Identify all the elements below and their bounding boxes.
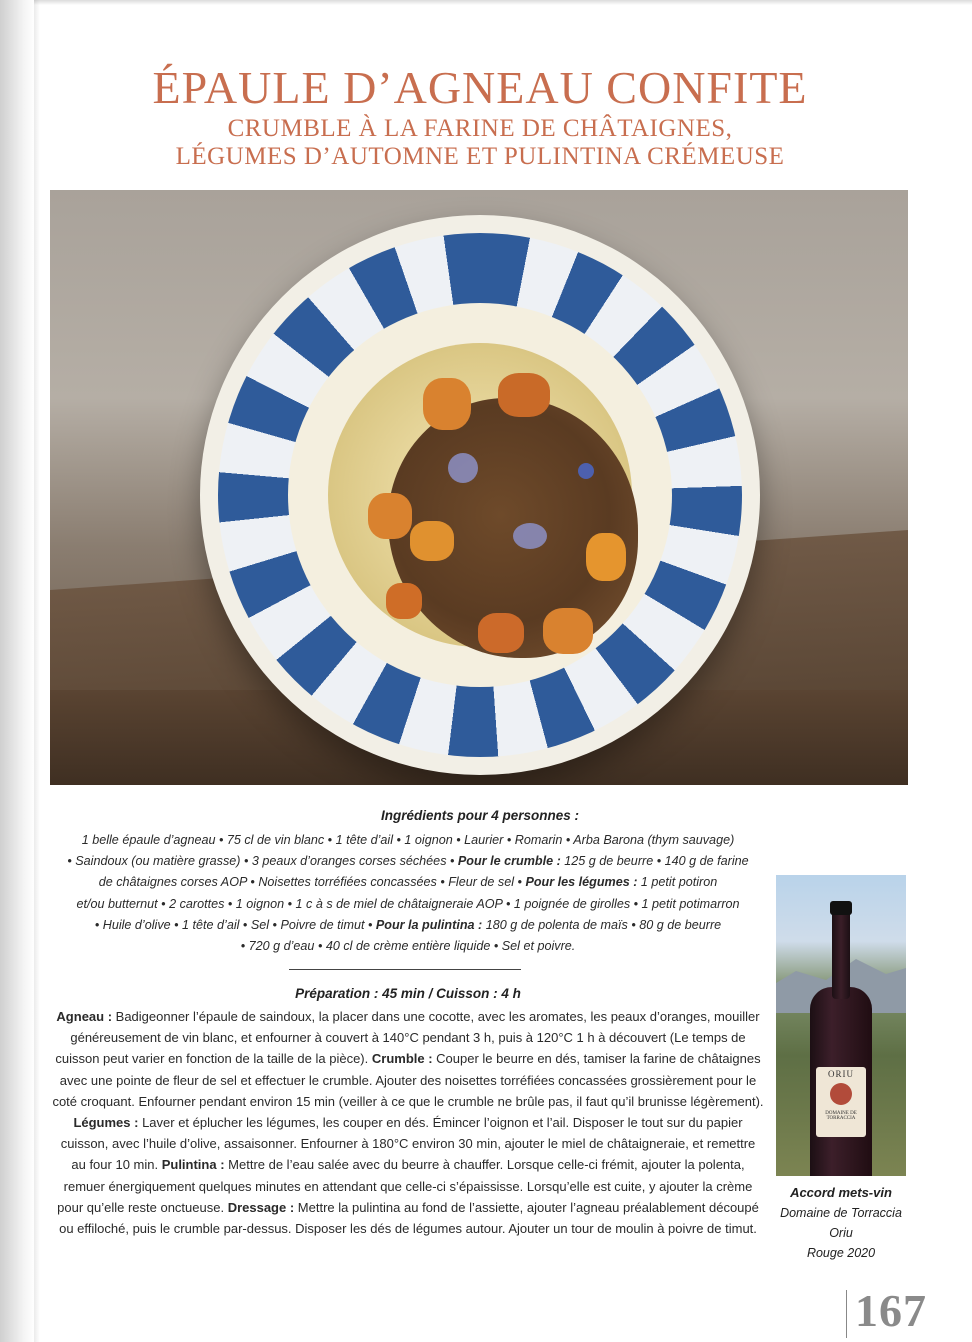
squash-cube [423,378,471,430]
squash-cube [410,521,454,561]
pulintina-bed [328,343,632,647]
lavender-garnish [513,523,547,549]
bottle-neck [832,907,850,999]
plate [200,215,760,775]
carrot-piece [386,583,422,619]
squash-cube [543,608,593,654]
recipe-subtitle-line2: LÉGUMES D’AUTOMNE ET PULINTINA CRÉMEUSE [175,143,785,170]
step-text-crumble: Couper le beurre en dés, tamiser la farine de châtaignes avec une pointe de fleur de sel et effectuer le crumble. Ajouter des noisettes torréfiées concassées grossièrement pour le coté croquant. Enfourner pendant environ 15 min (veiller à ce que le crumble ne brûle pas, il faut qu’il brunisse légèrement). [52,1051,764,1109]
ingredients-line: de châtaignes corses AOP • Noisettes torréfiées concassées • Fleur de sel • [98,875,526,890]
ingredients-line: 1 belle épaule d’agneau • 75 cl de vin blanc • 1 tête d’ail • 1 oignon • Laurier • Romarin • Arba Barona (thym sauvage) [81,833,735,847]
ingredients-line: 1 petit potiron [637,875,718,890]
page-edge [0,0,972,5]
cornflower-garnish [578,463,594,479]
step-label-crumble: Crumble : [371,1051,433,1067]
preparation-text [52,1006,764,1239]
ingredients-section-label: Pour la pulintina : [375,917,483,932]
ingredients-line: et/ou butternut • 2 carottes • 1 oignon • 1 c à s de miel de châtaigneraie AOP • 1 poignée de girolles • 1 petit potimarron [76,896,740,911]
section-divider [289,969,521,970]
ingredients-section-label: Pour les légumes : [525,875,638,890]
step-text-pulintina: Mettre de l’eau salée avec du beurre à chauffer. Lorsque celle-ci frémit, ajouter la polenta, remuer énergiquement quelques minutes en attendant que celle-ci s’épaississe. Lorsqu’elle est cuite, y ajouter la crème pour qu’elle reste onctueuse. [57,1157,753,1215]
wine-domaine: Domaine de Torraccia [780,1206,902,1220]
step-label-pulintina: Pulintina : [161,1157,225,1173]
ingredients-heading: Ingrédients pour 4 personnes : [380,808,580,823]
step-text-agneau: Badigeonner l’épaule de saindoux, la placer dans une cocotte, avec les aromates, les peaux d’oranges, mouiller généreusement de vin blanc, et enfourner à couvert à 140°C pendant 3 h, puis à 120°C 1 h à découvert (Le temps de cuisson peut varier en fonction de la taille de la pièce). [55,1009,760,1067]
plate-blue-rim [218,233,742,757]
ingredients-text [50,830,766,957]
spine-shadow [34,0,40,1342]
bottle-label-name: ORIU [828,1069,854,1079]
preparation-heading: Préparation : 45 min / Cuisson : 4 h [295,986,521,1001]
folio-divider [846,1290,847,1338]
ingredients-section-label: Pour le crumble : [457,854,561,869]
step-label-dressage: Dressage : [227,1199,295,1215]
step-label-legumes: Légumes : [73,1115,139,1131]
step-text-dressage: Mettre la pulintina au fond de l’assiette, ajouter l’agneau préalablement découpé ou effiloché, puis le crumble par-dessus. Disposer les dés de légumes autour. Ajouter un tour de moulin à poivre de timut. [59,1199,759,1237]
ingredients-line: • Huile d’olive • 1 tête d’ail • Sel • Poivre de timut • [94,917,376,932]
wine-bottle-photo [776,875,906,1176]
bottle-label [816,1067,866,1137]
ingredients-line: • 720 g d’eau • 40 cl de crème entière liquide • Sel et poivre. [240,939,576,954]
ingredients-line: • Saindoux (ou matière grasse) • 3 peaux d’oranges corses séchées • [67,854,458,869]
wine-caption-title: Accord mets-vin [790,1185,892,1200]
bottle-cap [830,901,852,915]
label-seal-icon [830,1083,852,1105]
lavender-garnish [448,453,478,483]
step-label-agneau: Agneau : [56,1009,113,1024]
bottle-label-domaine: DOMAINE DE TORRACCIA [825,1111,857,1121]
page-number: 167 [855,1285,927,1336]
wine-pairing-caption [762,1183,920,1263]
wine-cuvee: Oriu [829,1226,853,1240]
ingredients-line: 180 g de polenta de maïs • 80 g de beurre [482,917,722,932]
ingredients-line: 125 g de beurre • 140 g de farine [560,854,749,869]
wine-color-year: Rouge 2020 [806,1246,876,1260]
squash-cube [586,533,626,581]
page-spine [0,0,34,1342]
recipe-subtitle-line1: CRUMBLE À LA FARINE DE CHÂTAIGNES, [227,115,733,142]
step-text-legumes: Laver et éplucher les légumes, les couper en dés. Émincer l’oignon et l’ail. Disposer le tout sur du papier cuisson, avec l’huile d’olive, assaisonner. Enfourner à 180°C environ 30 min, ajouter le miel de châtaigneraie, et remettre au four 10 min. [60,1115,756,1173]
plate-well [288,303,672,687]
carrot-piece [498,373,550,417]
recipe-title: ÉPAULE D’AGNEAU CONFITE [152,62,808,113]
squash-cube [368,493,412,539]
carrot-piece [478,613,524,653]
dish-photo [50,190,908,785]
